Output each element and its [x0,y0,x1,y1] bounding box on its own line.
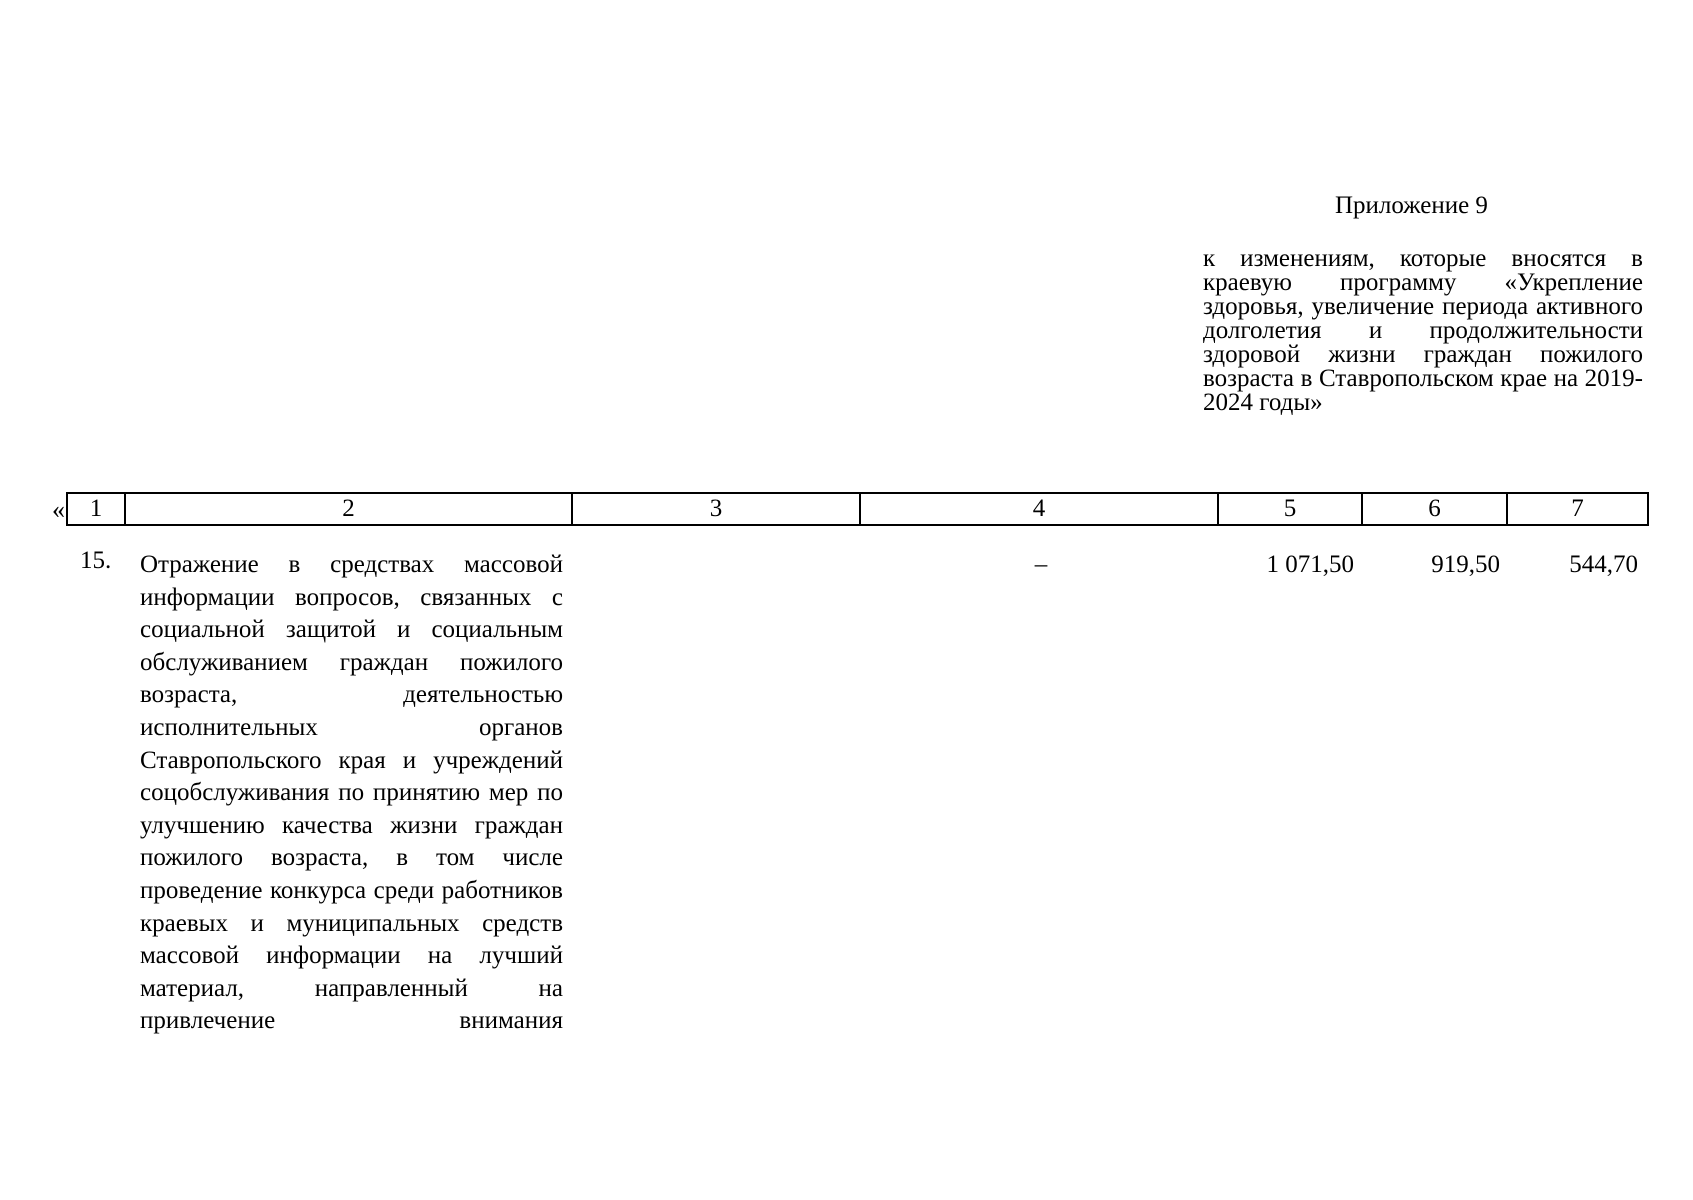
row-number: 15. [80,547,112,574]
column-header-5: 5 [1218,493,1362,525]
column-header-1: 1 [67,493,125,525]
open-quote: « [52,495,65,524]
row-cell-5: 1 071,50 [1266,551,1354,578]
row-cell-4: – [1034,551,1048,578]
column-header-6: 6 [1362,493,1507,525]
row-cell-6: 919,50 [1431,551,1500,578]
column-header-7: 7 [1507,493,1648,525]
column-header-2: 2 [125,493,572,525]
row-cell-7: 544,70 [1569,551,1638,578]
column-header-row [67,493,1648,525]
column-header-4: 4 [860,493,1218,525]
row-description: Отражение в средствах массовой информации вопросов, связанных с социальной защитой и социальным обслуживанием граждан пожилого возраста, деятельностью исполнительных органов Ставропольского края и учреждений соцобслуживания по принятию мер по улучшению качества жизни граждан пожилого возраста, в том числе проведение конкурса среди работников краевых и муниципальных средств массовой информации на лучший материал, направленный на привлечение внимания [140,551,563,1035]
appendix-title: Приложение 9 [1335,192,1488,219]
appendix-subtitle: к изменениям, которые вносятся в краевую программу «Укрепление здоровья, увеличение периода активного долголетия и продолжительности здоровой жизни граждан пожилого возраста в Ставропольском крае на 2019-2024 годы» [1203,245,1643,416]
column-header-3: 3 [572,493,860,525]
column-header-table [66,492,1649,526]
